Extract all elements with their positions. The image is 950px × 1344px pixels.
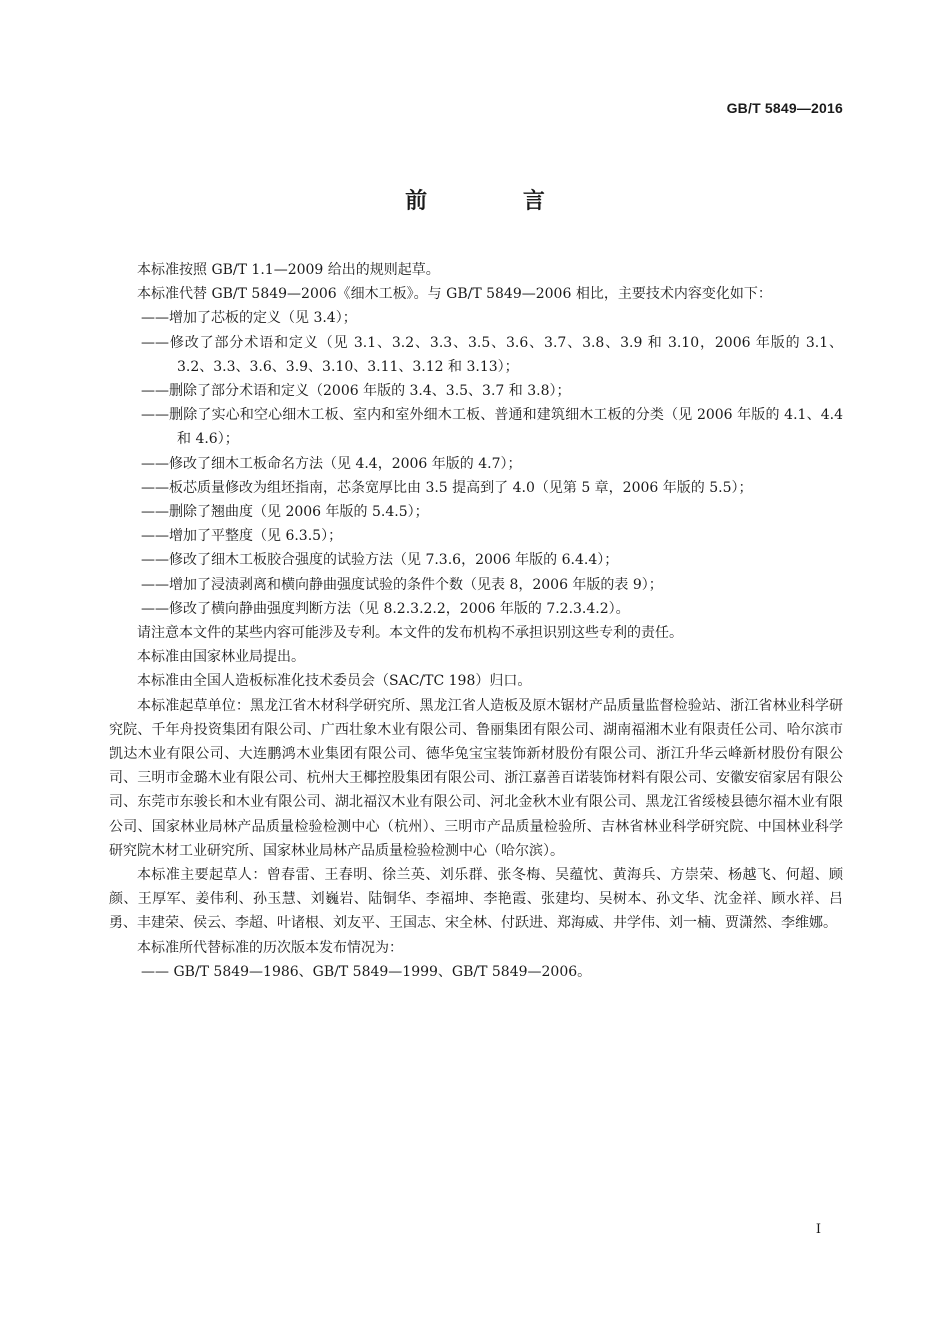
change-list-item: ——删除了部分术语和定义（2006 年版的 3.4、3.5、3.7 和 3.8）； [141,383,571,400]
change-list-item: ——删除了实心和空心细木工板、室内和室外细木工板、普通和建筑细木工板的分类（见 2006 年版的 4.1、4.4 和 4.6）； [141,407,843,448]
drafting-rules-paragraph: 本标准按照 GB/T 1.1—2009 给出的规则起草。 [137,262,440,278]
page-title: 前 言 [405,189,589,214]
replacement-paragraph: 本标准代替 GB/T 5849—2006《细木工板》。与 GB/T 5849—2006 相比，主要技术内容变化如下： [137,286,772,303]
drafting-units-paragraph: 本标准起草单位：黑龙江省木材科学研究所、黑龙江省人造板及原木锯材产品质量监督检验站、浙江省林业科学研究院、千年舟投资集团有限公司、广西壮象木业有限公司、鲁丽集团有限公司、湖南福湘木业有限责任公司、哈尔滨市凯达木业有限公司、大连鹏鸿木业集团有限公司、德华兔宝宝装饰新材股份有限公司、浙江升华云峰新材股份有限公司、三明市金璐木业有限公司、杭州大王椰控股集团有限公司、浙江嘉善百诺装饰材料有限公司、安徽安宿家居有限公司、东莞市东骏长和木业有限公司、湖北福汉木业有限公司、河北金秋木业有限公司、黑龙江省绥棱县德尔福木业有限公司、国家林业局林产品质量检验检测中心（杭州）、三明市产品质量检验所、吉林省林业科学研究院、中国林业科学研究院木材工业研究所、国家林业局林产品质量检验检测中心（哈尔滨）。 [109,697,843,859]
standard-code: GB/T 5849—2016 [726,100,843,116]
change-list-item: ——删除了翘曲度（见 2006 年版的 5.4.5）； [141,504,429,521]
change-list-item: ——修改了细木工板命名方法（见 4.4，2006 年版的 4.7）； [141,455,522,472]
change-list-item: ——修改了横向静曲强度判断方法（见 8.2.3.2.2，2006 年版的 7.2.3.4.2）。 [141,600,630,617]
change-list-item: ——增加了平整度（见 6.3.5）； [141,528,343,545]
history-intro-paragraph: 本标准所代替标准的历次版本发布情况为： [137,939,403,956]
drafters-paragraph: 本标准主要起草人：曾春雷、王春明、徐兰英、刘乐群、张冬梅、吴蕴忱、黄海兵、方崇荣、杨越飞、何超、顾颜、王厚军、姜伟利、孙玉慧、刘巍岩、陆铜华、李福坤、李艳霞、张建均、吴树本、孙文华、沈金祥、顾水祥、吕勇、丰建荣、侯云、李超、叶诸根、刘友平、王国志、宋全林、付跃进、郑海威、井学伟、刘一楠、贾潇然、李维娜。 [109,867,843,932]
change-list-item: ——增加了浸渍剥离和横向静曲强度试验的条件个数（见表 8，2006 年版的表 9）； [141,576,663,593]
change-list-item: ——增加了芯板的定义（见 3.4）； [141,310,357,327]
foreword-content [109,258,843,984]
patent-notice-paragraph: 请注意本文件的某些内容可能涉及专利。本文件的发布机构不承担识别这些专利的责任。 [137,625,683,642]
centralized-paragraph: 本标准由全国人造板标准化技术委员会（SAC/TC 198）归口。 [137,673,532,690]
change-list-item: ——板芯质量修改为组坯指南，芯条宽厚比由 3.5 提高到了 4.0（见第 5 章，2006 年版的 5.5）； [141,479,753,496]
change-list-item: ——修改了部分术语和定义（见 3.1、3.2、3.3、3.5、3.6、3.7、3.8、3.9 和 3.10，2006 年版的 3.1、3.2、3.3、3.6、3.9、3.10、3.11、3.12 和 3.13）； [141,334,843,375]
page-number: I [815,1222,821,1237]
proposer-paragraph: 本标准由国家林业局提出。 [137,649,305,666]
history-list-item: —— GB/T 5849—1986、GB/T 5849—1999、GB/T 5849—2006。 [141,963,592,980]
change-list-item: ——修改了细木工板胶合强度的试验方法（见 7.3.6，2006 年版的 6.4.4）； [141,552,619,569]
